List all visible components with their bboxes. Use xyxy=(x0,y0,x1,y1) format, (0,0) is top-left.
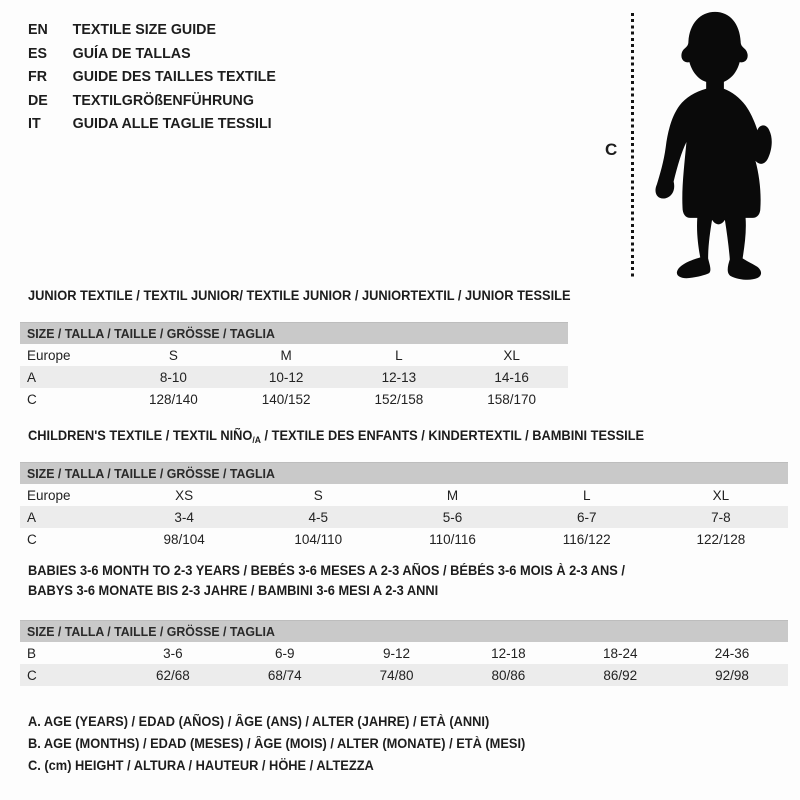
table-cell: 8-10 xyxy=(159,369,187,385)
table-row xyxy=(20,506,788,528)
section-title-text: BABIES 3-6 MONTH TO 2-3 YEARS / BEBÉS 3-6 MESES A 2-3 AÑOS / BÉBÉS 3-6 MOIS À 2-3 ANS / xyxy=(28,563,625,578)
table-cell: 128/140 xyxy=(148,391,198,407)
table-cell: 5-6 xyxy=(442,509,463,525)
table-cell: XS xyxy=(175,487,194,503)
table-row-label: Europe xyxy=(27,347,71,363)
language-label: TEXTILE SIZE GUIDE xyxy=(72,21,216,38)
table-cell: 6-7 xyxy=(576,509,597,525)
table-cell: 158/170 xyxy=(487,391,537,407)
language-code: ES xyxy=(28,44,48,62)
table-cell: 7-8 xyxy=(711,509,731,525)
table-cell: 10-12 xyxy=(268,369,304,385)
section-title-text: JUNIOR TEXTILE / TEXTIL JUNIOR/ TEXTILE JUNIOR / JUNIORTEXTIL / JUNIOR TESSILE xyxy=(28,288,571,303)
table-cell: 12-18 xyxy=(491,645,526,661)
table-cell: 140/152 xyxy=(261,391,311,407)
language-row xyxy=(28,42,276,66)
height-measure-label: C xyxy=(605,140,618,159)
language-label: GUÍA DE TALLAS xyxy=(72,44,191,62)
table-cell: 12-13 xyxy=(381,369,417,385)
size-table-children xyxy=(20,462,788,550)
table-cell: 98/104 xyxy=(163,531,205,547)
table-size-header xyxy=(20,322,568,344)
table-row-label: C xyxy=(27,391,37,407)
section-title-text: /A xyxy=(252,435,261,445)
table-row xyxy=(20,528,788,550)
size-table-junior xyxy=(20,322,568,410)
table-cell: 3-4 xyxy=(174,509,194,525)
table-row xyxy=(20,388,568,410)
table-cell: XL xyxy=(503,347,520,363)
table-row xyxy=(20,366,568,388)
table-row-label: A xyxy=(27,509,37,525)
table-cell: 104/110 xyxy=(294,531,343,547)
table-cell: 9-12 xyxy=(383,645,411,661)
table-cell: 80/86 xyxy=(491,667,526,683)
table-row-label: B xyxy=(27,645,37,661)
language-code: EN xyxy=(28,21,48,38)
footnote-list xyxy=(28,711,551,777)
table-row xyxy=(20,664,788,686)
section-title-junior xyxy=(28,286,599,306)
footnote-line: B. AGE (MONTHS) / EDAD (MESES) / ÂGE (MOIS) / ALTER (MONATE) / ETÀ (MESI) xyxy=(28,736,526,751)
table-row xyxy=(20,642,788,664)
section-title-text: / TEXTILE DES ENFANTS / KINDERTEXTIL / BAMBINI TESSILE xyxy=(260,428,645,443)
table-row xyxy=(20,344,568,366)
footnote-line: C. (cm) HEIGHT / ALTURA / HAUTEUR / HÖHE / ALTEZZA xyxy=(28,758,374,773)
toddler-figure xyxy=(595,0,800,292)
language-label: GUIDE DES TAILLES TEXTILE xyxy=(72,68,276,85)
table-cell: 74/80 xyxy=(379,667,414,683)
language-code: DE xyxy=(28,91,48,109)
table-cell: M xyxy=(280,347,292,363)
section-title-line xyxy=(28,581,625,601)
language-list xyxy=(28,18,289,136)
table-cell: L xyxy=(582,487,591,503)
toddler-silhouette-icon xyxy=(643,6,791,282)
table-cell: 62/68 xyxy=(156,667,190,683)
table-cell: 6-9 xyxy=(274,645,295,661)
table-row-label: C xyxy=(27,531,37,547)
table-cell: 122/128 xyxy=(696,531,746,547)
language-row xyxy=(28,18,276,42)
section-title-children xyxy=(28,426,677,450)
table-cell: 110/116 xyxy=(429,531,476,547)
section-title-text: CHILDREN'S TEXTILE / TEXTIL NIÑO xyxy=(28,428,253,443)
table-cell: 14-16 xyxy=(494,369,529,385)
language-row xyxy=(28,112,276,136)
section-title-line xyxy=(28,286,571,306)
table-cell: 92/98 xyxy=(715,667,749,683)
language-code: FR xyxy=(28,68,47,85)
height-measure-line xyxy=(631,13,634,278)
table-cell: S xyxy=(313,487,323,503)
table-size-header-text: SIZE / TALLA / TAILLE / GRÖSSE / TAGLIA xyxy=(27,466,275,481)
table-size-header-text: SIZE / TALLA / TAILLE / GRÖSSE / TAGLIA xyxy=(27,326,275,341)
table-size-header-text: SIZE / TALLA / TAILLE / GRÖSSE / TAGLIA xyxy=(27,624,275,639)
table-row-label: C xyxy=(27,667,37,683)
language-label: TEXTILGRÖßENFÜHRUNG xyxy=(72,91,254,109)
language-code: IT xyxy=(28,115,41,132)
table-size-header xyxy=(20,620,788,642)
size-table-babies xyxy=(20,620,788,686)
footnote-line: A. AGE (YEARS) / EDAD (AÑOS) / ÂGE (ANS) / ALTER (JAHRE) / ETÀ (ANNI) xyxy=(28,714,490,729)
table-cell: 4-5 xyxy=(308,509,329,525)
language-row xyxy=(28,65,276,89)
table-cell: M xyxy=(446,487,459,503)
table-cell: 116/122 xyxy=(562,531,611,547)
table-row xyxy=(20,484,788,506)
table-row-label: Europe xyxy=(27,487,71,503)
table-cell: 18-24 xyxy=(602,645,638,661)
table-cell: 68/74 xyxy=(267,667,302,683)
table-cell: 3-6 xyxy=(163,645,183,661)
table-size-header xyxy=(20,462,788,484)
table-row-label: A xyxy=(27,369,37,385)
language-row xyxy=(28,89,276,113)
table-cell: XL xyxy=(712,487,730,503)
section-title-text: BABYS 3-6 MONATE BIS 2-3 JAHRE / BAMBINI 3-6 MESI A 2-3 ANNI xyxy=(28,583,439,598)
section-title-babies xyxy=(28,561,656,601)
table-cell: 152/158 xyxy=(374,391,424,407)
table-cell: 24-36 xyxy=(714,645,750,661)
table-cell: 86/92 xyxy=(603,667,638,683)
language-label: GUIDA ALLE TAGLIE TESSILI xyxy=(72,115,272,132)
table-cell: S xyxy=(168,347,178,363)
section-title-line xyxy=(28,426,644,450)
section-title-line xyxy=(28,561,625,581)
table-cell: L xyxy=(395,347,403,363)
